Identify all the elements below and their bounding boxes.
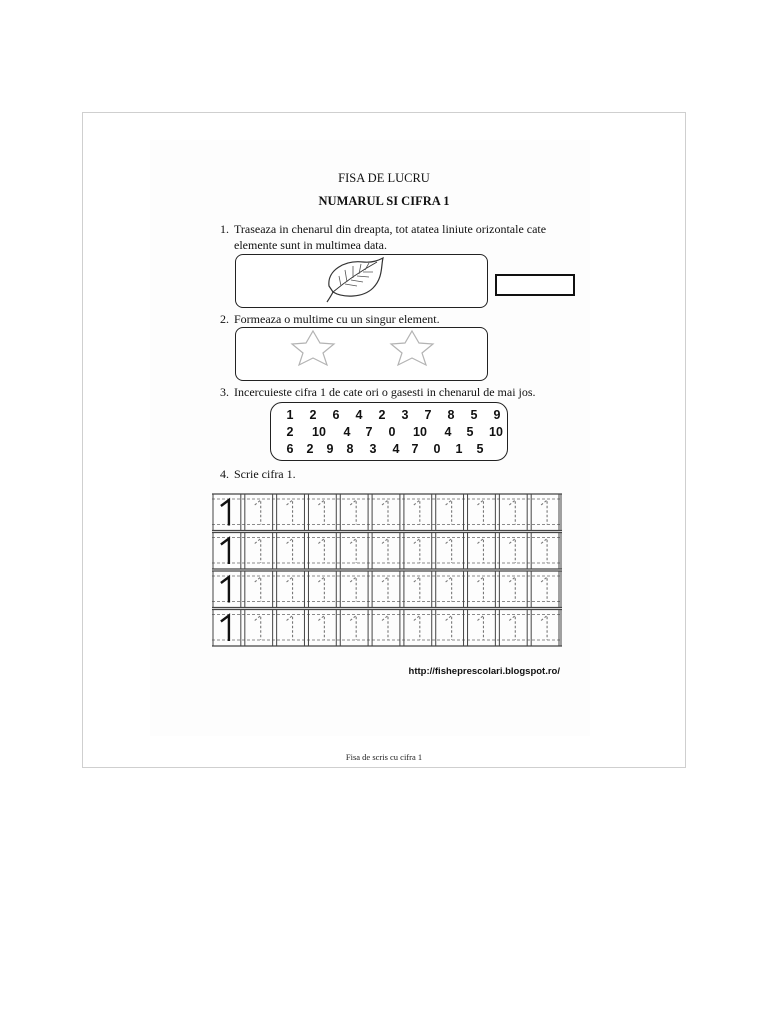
trace-digit-1 — [414, 539, 420, 564]
task-2 — [220, 311, 440, 327]
star-icon — [383, 329, 441, 367]
trace-digit-1 — [446, 500, 452, 525]
trace-digit-1 — [382, 500, 388, 525]
task-number: 4. — [220, 467, 229, 481]
digit[interactable]: 2 — [286, 425, 294, 439]
task-text: Formeaza o multime cu un singur element. — [234, 312, 440, 326]
leaf-icon — [323, 256, 385, 304]
trace-digit-1 — [541, 616, 547, 641]
digit[interactable]: 5 — [476, 442, 484, 456]
task-text: Traseaza in chenarul din dreapta, tot atatea liniute orizontale cate — [234, 222, 547, 236]
worksheet-title: FISA DE LUCRU — [338, 171, 430, 185]
set-box[interactable] — [235, 327, 488, 381]
digit[interactable]: 3 — [401, 408, 409, 422]
source-url[interactable]: http://fisheprescolari.blogspot.ro/ — [408, 666, 560, 677]
model-digit-1 — [221, 577, 229, 603]
trace-digit-1 — [509, 539, 515, 564]
trace-digit-1 — [477, 500, 483, 525]
trace-digit-1 — [382, 577, 388, 602]
digit[interactable]: 0 — [433, 442, 441, 456]
digit-row — [281, 442, 499, 458]
digit[interactable]: 4 — [355, 408, 363, 422]
digit[interactable]: 2 — [309, 408, 317, 422]
task-text: Incercuieste cifra 1 de cate ori o gasesti in chenarul de mai jos. — [234, 385, 536, 399]
trace-digit-1 — [477, 616, 483, 641]
digit[interactable]: 7 — [365, 425, 373, 439]
digit[interactable]: 8 — [447, 408, 455, 422]
model-digit-1 — [221, 539, 229, 565]
trace-digit-1 — [414, 577, 420, 602]
digit-row — [281, 425, 503, 441]
trace-digit-1 — [382, 539, 388, 564]
star-icon — [284, 329, 342, 367]
answer-box[interactable] — [495, 274, 575, 296]
trace-digit-1 — [414, 616, 420, 641]
trace-digit-1 — [318, 616, 324, 641]
digit[interactable]: 1 — [286, 408, 294, 422]
model-digit-1 — [221, 616, 229, 642]
digit[interactable]: 10 — [312, 425, 326, 439]
digit[interactable]: 7 — [424, 408, 432, 422]
task-number: 3. — [220, 385, 229, 399]
trace-digit-1 — [287, 616, 293, 641]
task-1 — [220, 221, 546, 253]
trace-digit-1 — [255, 500, 261, 525]
trace-digit-1 — [446, 616, 452, 641]
digits-box — [270, 402, 508, 461]
digit[interactable]: 2 — [378, 408, 386, 422]
trace-digit-1 — [477, 577, 483, 602]
trace-digit-1 — [350, 616, 356, 641]
trace-digit-1 — [446, 539, 452, 564]
digit[interactable]: 6 — [286, 442, 294, 456]
trace-digit-1 — [509, 577, 515, 602]
digit[interactable]: 8 — [346, 442, 354, 456]
trace-digit-1 — [382, 616, 388, 641]
digit[interactable]: 4 — [392, 442, 400, 456]
trace-digit-1 — [255, 577, 261, 602]
trace-digit-1 — [318, 500, 324, 525]
trace-digit-1 — [509, 616, 515, 641]
trace-digit-1 — [541, 500, 547, 525]
trace-digit-1 — [541, 539, 547, 564]
digit[interactable]: 10 — [413, 425, 427, 439]
trace-digit-1 — [287, 577, 293, 602]
tracing-grid[interactable] — [212, 493, 562, 647]
task-number: 1. — [220, 222, 229, 236]
trace-digit-1 — [350, 577, 356, 602]
digit[interactable]: 9 — [326, 442, 334, 456]
worksheet-subtitle: NUMARUL SI CIFRA 1 — [318, 194, 450, 208]
trace-digit-1 — [287, 539, 293, 564]
trace-digit-1 — [350, 539, 356, 564]
model-digit-1 — [221, 500, 229, 526]
trace-digit-1 — [414, 500, 420, 525]
digit[interactable]: 1 — [455, 442, 463, 456]
digit[interactable]: 0 — [388, 425, 396, 439]
task-text: Scrie cifra 1. — [234, 467, 296, 481]
trace-digit-1 — [255, 616, 261, 641]
digit[interactable]: 5 — [466, 425, 474, 439]
document-caption: Fisa de scris cu cifra 1 — [345, 752, 423, 762]
trace-digit-1 — [318, 539, 324, 564]
task-text-continued: elemente sunt in multimea data. — [234, 238, 387, 252]
task-3 — [220, 384, 536, 400]
task-number: 2. — [220, 312, 229, 326]
trace-digit-1 — [477, 539, 483, 564]
trace-digit-1 — [318, 577, 324, 602]
digit[interactable]: 10 — [489, 425, 503, 439]
digit[interactable]: 2 — [306, 442, 314, 456]
trace-digit-1 — [255, 539, 261, 564]
digit[interactable]: 4 — [444, 425, 452, 439]
trace-digit-1 — [509, 500, 515, 525]
digit[interactable]: 4 — [343, 425, 351, 439]
digit[interactable]: 3 — [369, 442, 377, 456]
trace-digit-1 — [541, 577, 547, 602]
digit[interactable]: 9 — [493, 408, 501, 422]
digit[interactable]: 7 — [411, 442, 419, 456]
trace-digit-1 — [287, 500, 293, 525]
trace-digit-1 — [350, 500, 356, 525]
digit[interactable]: 5 — [470, 408, 478, 422]
digit-row — [281, 408, 499, 424]
digit[interactable]: 6 — [332, 408, 340, 422]
task-4 — [220, 466, 296, 482]
trace-digit-1 — [446, 577, 452, 602]
